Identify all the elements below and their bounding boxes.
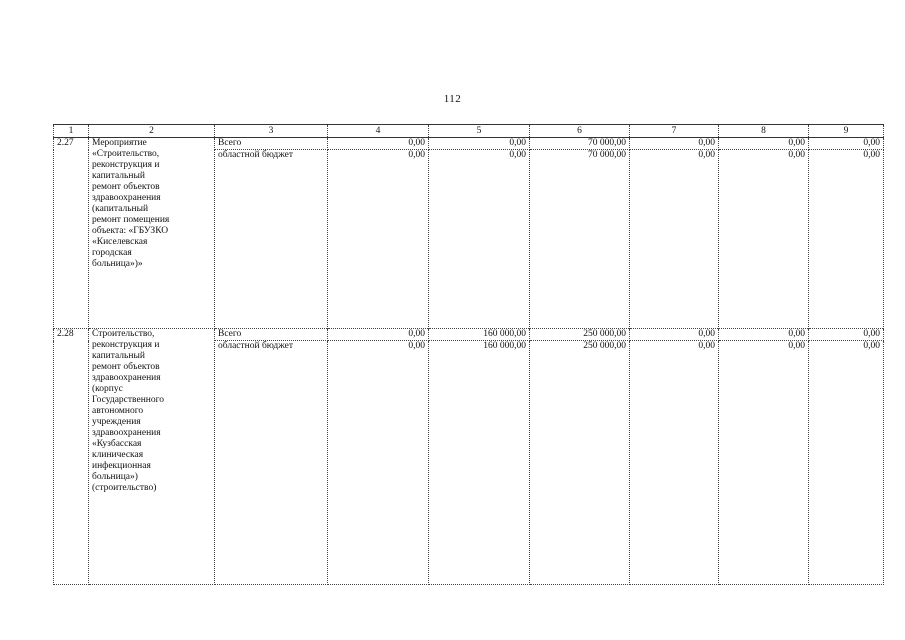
column-header: 3 [215,125,328,138]
column-header: 7 [630,125,719,138]
row-regional-label: областной бюджет [215,341,328,585]
cell-value: 0,00 [719,341,809,585]
cell-value: 0,00 [719,138,809,150]
row-total-label: Всего [215,138,328,150]
cell-value: 0,00 [328,138,429,150]
table-row [54,329,884,341]
cell-value: 0,00 [429,138,530,150]
cell-value: 250 000,00 [530,341,630,585]
column-header: 1 [54,125,89,138]
cell-value: 0,00 [719,150,809,329]
cell-value: 0,00 [328,341,429,585]
column-header: 5 [429,125,530,138]
cell-value: 0,00 [630,138,719,150]
cell-value: 0,00 [630,150,719,329]
column-header: 8 [719,125,809,138]
row-id: 2.28 [54,329,89,585]
cell-value: 0,00 [328,150,429,329]
cell-value: 0,00 [630,341,719,585]
column-header: 6 [530,125,630,138]
column-header: 2 [89,125,215,138]
budget-table [53,124,884,585]
row-description: Мероприятие «Строительство, реконструкция и капитальный ремонт объектов здравоохранения (капитальный ремонт помещения объекта: «ГБУЗКО «Киселевская городская больница»)» [89,138,215,329]
row-total-label: Всего [215,329,328,341]
cell-value: 0,00 [809,150,884,329]
cell-value: 160 000,00 [429,341,530,585]
cell-value: 0,00 [809,341,884,585]
page-number: 112 [443,93,462,105]
cell-value: 250 000,00 [530,329,630,341]
cell-value: 70 000,00 [530,138,630,150]
cell-value: 0,00 [809,138,884,150]
column-number-header [54,125,884,138]
cell-value: 0,00 [630,329,719,341]
cell-value: 0,00 [328,329,429,341]
column-header: 4 [328,125,429,138]
row-description: Строительство, реконструкция и капитальный ремонт объектов здравоохранения (корпус Государственного автономного учреждения здравоохранения «Кузбасская клиническая инфекционная больница») (строительство) [89,329,215,585]
cell-value: 70 000,00 [530,150,630,329]
cell-value: 160 000,00 [429,329,530,341]
cell-value: 0,00 [429,150,530,329]
table-row [54,138,884,150]
row-id: 2.27 [54,138,89,329]
cell-value: 0,00 [719,329,809,341]
cell-value: 0,00 [809,329,884,341]
row-regional-label: областной бюджет [215,150,328,329]
column-header: 9 [809,125,884,138]
